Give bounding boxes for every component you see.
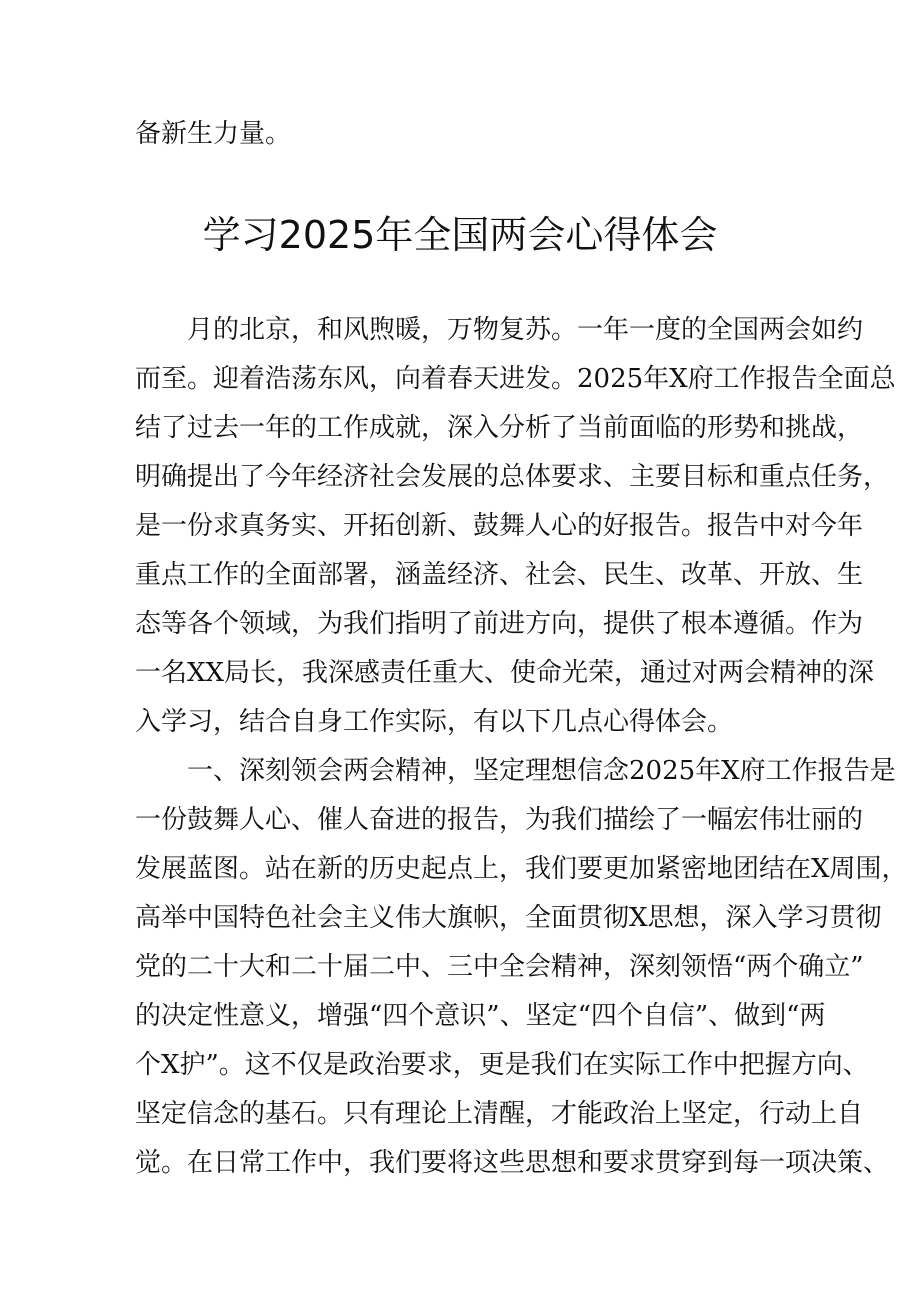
paragraph-line: 月的北京，和风煦暖，万物复苏。一年一度的全国两会如约 [135, 315, 864, 345]
paragraph-line: 是一份求真务实、开拓创新、鼓舞人心的好报告。报告中对今年 [135, 511, 864, 541]
paragraph-line: 高举中国特色社会主义伟大旗帜，全面贯彻X思想，深入学习贯彻 [135, 903, 882, 933]
paragraph-line: 觉。在日常工作中，我们要将这些思想和要求贯穿到每一项决策、 [135, 1148, 890, 1178]
paragraph-line: 态等各个领域，为我们指明了前进方向，提供了根本遵循。作为 [135, 609, 864, 639]
paragraph-line: 入学习，结合自身工作实际，有以下几点心得体会。 [135, 707, 734, 737]
paragraph-line: 个X护”。这不仅是政治要求，更是我们在实际工作中把握方向、 [135, 1050, 869, 1080]
paragraph-line: 一份鼓舞人心、催人奋进的报告，为我们描绘了一幅宏伟壮丽的 [135, 805, 864, 835]
paragraph-line: 党的二十大和二十届二中、三中全会精神，深刻领悟“两个确立” [135, 952, 864, 982]
paragraph-line: 明确提出了今年经济社会发展的总体要求、主要目标和重点任务， [135, 462, 890, 492]
paragraph-line: 一、深刻领会两会精神，坚定理想信念2025年X府工作报告是 [135, 756, 896, 786]
paragraph-line: 结了过去一年的工作成就，深入分析了当前面临的形势和挑战， [135, 413, 864, 443]
continued-text-line: 备新生力量。 [135, 119, 292, 149]
paragraph-line: 的决定性意义，增强“四个意识”、坚定“四个自信”、做到“两 [135, 1001, 826, 1031]
paragraph-line: 坚定信念的基石。只有理论上清醒，才能政治上坚定，行动上自 [135, 1099, 864, 1129]
paragraph-line: 发展蓝图。站在新的历史起点上，我们要更加紧密地团结在X周围， [135, 854, 908, 884]
paragraph-line: 重点工作的全面部署，涵盖经济、社会、民生、改革、开放、生 [135, 560, 864, 590]
paragraph-line: 而至。迎着浩荡东风，向着春天进发。2025年X府工作报告全面总 [135, 364, 896, 394]
document-title: 学习2025年全国两会心得体会 [202, 213, 718, 257]
paragraph-line: 一名XX局长，我深感责任重大、使命光荣，通过对两会精神的深 [135, 658, 875, 688]
